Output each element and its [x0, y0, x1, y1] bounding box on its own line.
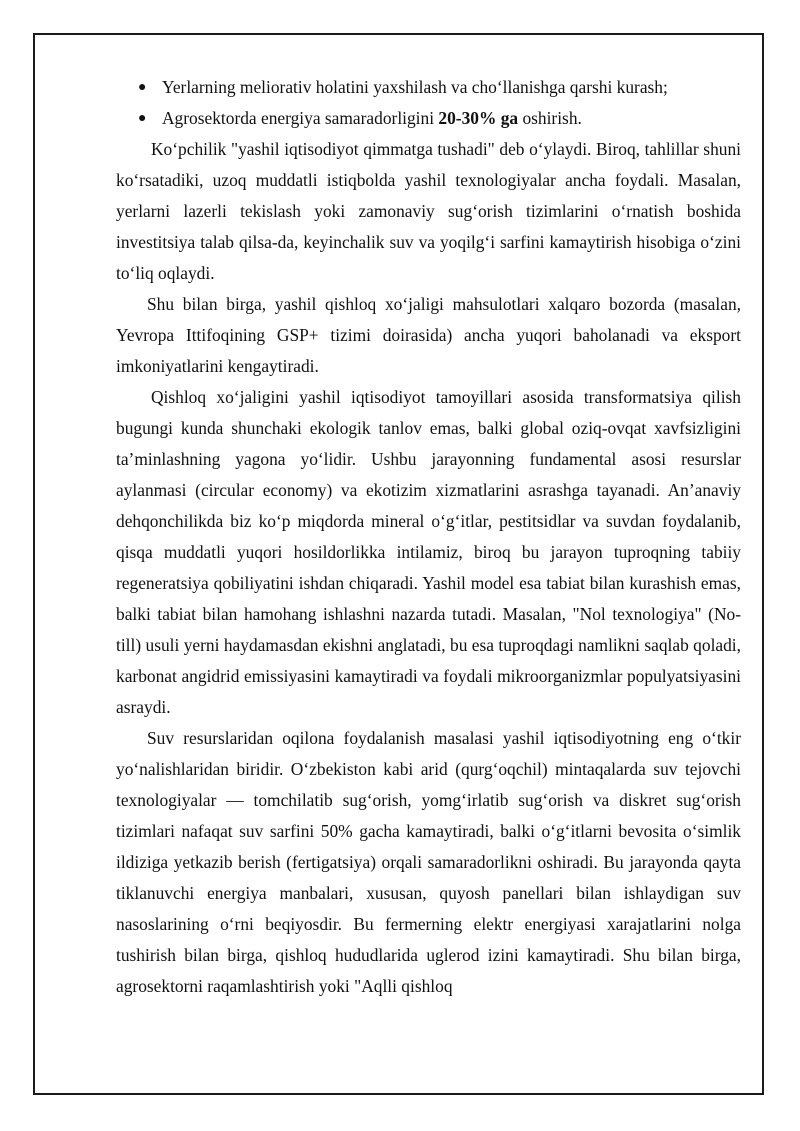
- bullet-item: [116, 72, 741, 103]
- bullet-list: [116, 72, 741, 134]
- document-body: [116, 72, 741, 1002]
- bullet-text: Yerlarning meliorativ holatini yaxshilash va cho‘llanishga qarshi kurash;: [162, 77, 668, 97]
- bullet-text-after: oshirish.: [518, 108, 582, 128]
- paragraph: Qishloq xo‘jaligini yashil iqtisodiyot tamoyillari asosida transformatsiya qilish bugungi kunda shunchaki ekologik tanlov emas, balki global oziq-ovqat xavfsizligini ta’minlashning yagona yo‘lidir. Ushbu jarayonning fundamental asosi resurslar aylanmasi (circular economy) va ekotizim xizmatlarini asrashga tayanadi. An’anaviy dehqonchilikda biz ko‘p miqdorda mineral o‘g‘itlar, pestitsidlar va suvdan foydalanib, qisqa muddatli yuqori hosildorlikka intilamiz, biroq bu jarayon tuproqning tabiiy regeneratsiya qobiliyatini ishdan chiqaradi. Yashil model esa tabiat bilan kurashish emas, balki tabiat bilan hamohang ishlashni nazarda tutadi. Masalan, "Nol texnologiya" (No-till) usuli yerni haydamasdan ekishni anglatadi, bu esa tuproqdagi namlikni saqlab qoladi, karbonat angidrid emissiyasini kamaytiradi va foydali mikroorganizmlar populyatsiyasini asraydi.: [116, 387, 741, 717]
- paragraph: Ko‘pchilik "yashil iqtisodiyot qimmatga tushadi" deb o‘ylaydi. Biroq, tahlillar shuni ko‘rsatadiki, uzoq muddatli istiqbolda yashil texnologiyalar ancha foydali. Masalan, yerlarni lazerli tekislash yoki zamonaviy sug‘orish tizimlarini o‘rnatish boshida investitsiya talab qilsa-da, keyinchalik suv va yoqilg‘i sarfini kamaytirish hisobiga o‘zini to‘liq oqlaydi.: [116, 139, 741, 283]
- bullet-item: [116, 103, 741, 134]
- paragraph: Shu bilan birga, yashil qishloq xo‘jaligi mahsulotlari xalqaro bozorda (masalan, Yevropa Ittifoqining GSP+ tizimi doirasida) ancha yuqori baholanadi va eksport imkoniyatlarini kengaytiradi.: [116, 294, 741, 376]
- bullet-text-before: Agrosektorda energiya samaradorligini: [162, 108, 439, 128]
- bullet-dot-icon: ●: [138, 111, 147, 126]
- bullet-bold-value: 20-30% ga: [438, 108, 519, 128]
- bullet-dot-icon: ●: [138, 80, 147, 95]
- paragraph: Suv resurslaridan oqilona foydalanish masalasi yashil iqtisodiyotning eng o‘tkir yo‘nalishlaridan biridir. O‘zbekiston kabi arid (qurg‘oqchil) mintaqalarda suv tejovchi texnologiyalar — tomchilatib sug‘orish, yomg‘irlatib sug‘orish va diskret sug‘orish tizimlari nafaqat suv sarfini 50% gacha kamaytiradi, balki o‘g‘itlarni bevosita o‘simlik ildiziga yetkazib berish (fertigatsiya) orqali samaradorlikni oshiradi. Bu jarayonda qayta tiklanuvchi energiya manbalari, xususan, quyosh panellari bilan ishlaydigan suv nasoslarining o‘rni beqiyosdir. Bu fermerning elektr energiyasi xarajatlarini nolga tushirish bilan birga, qishloq hududlarida uglerod izini kamaytiradi. Shu bilan birga, agrosektorni raqamlashtirish yoki "Aqlli qishloq: [116, 728, 741, 996]
